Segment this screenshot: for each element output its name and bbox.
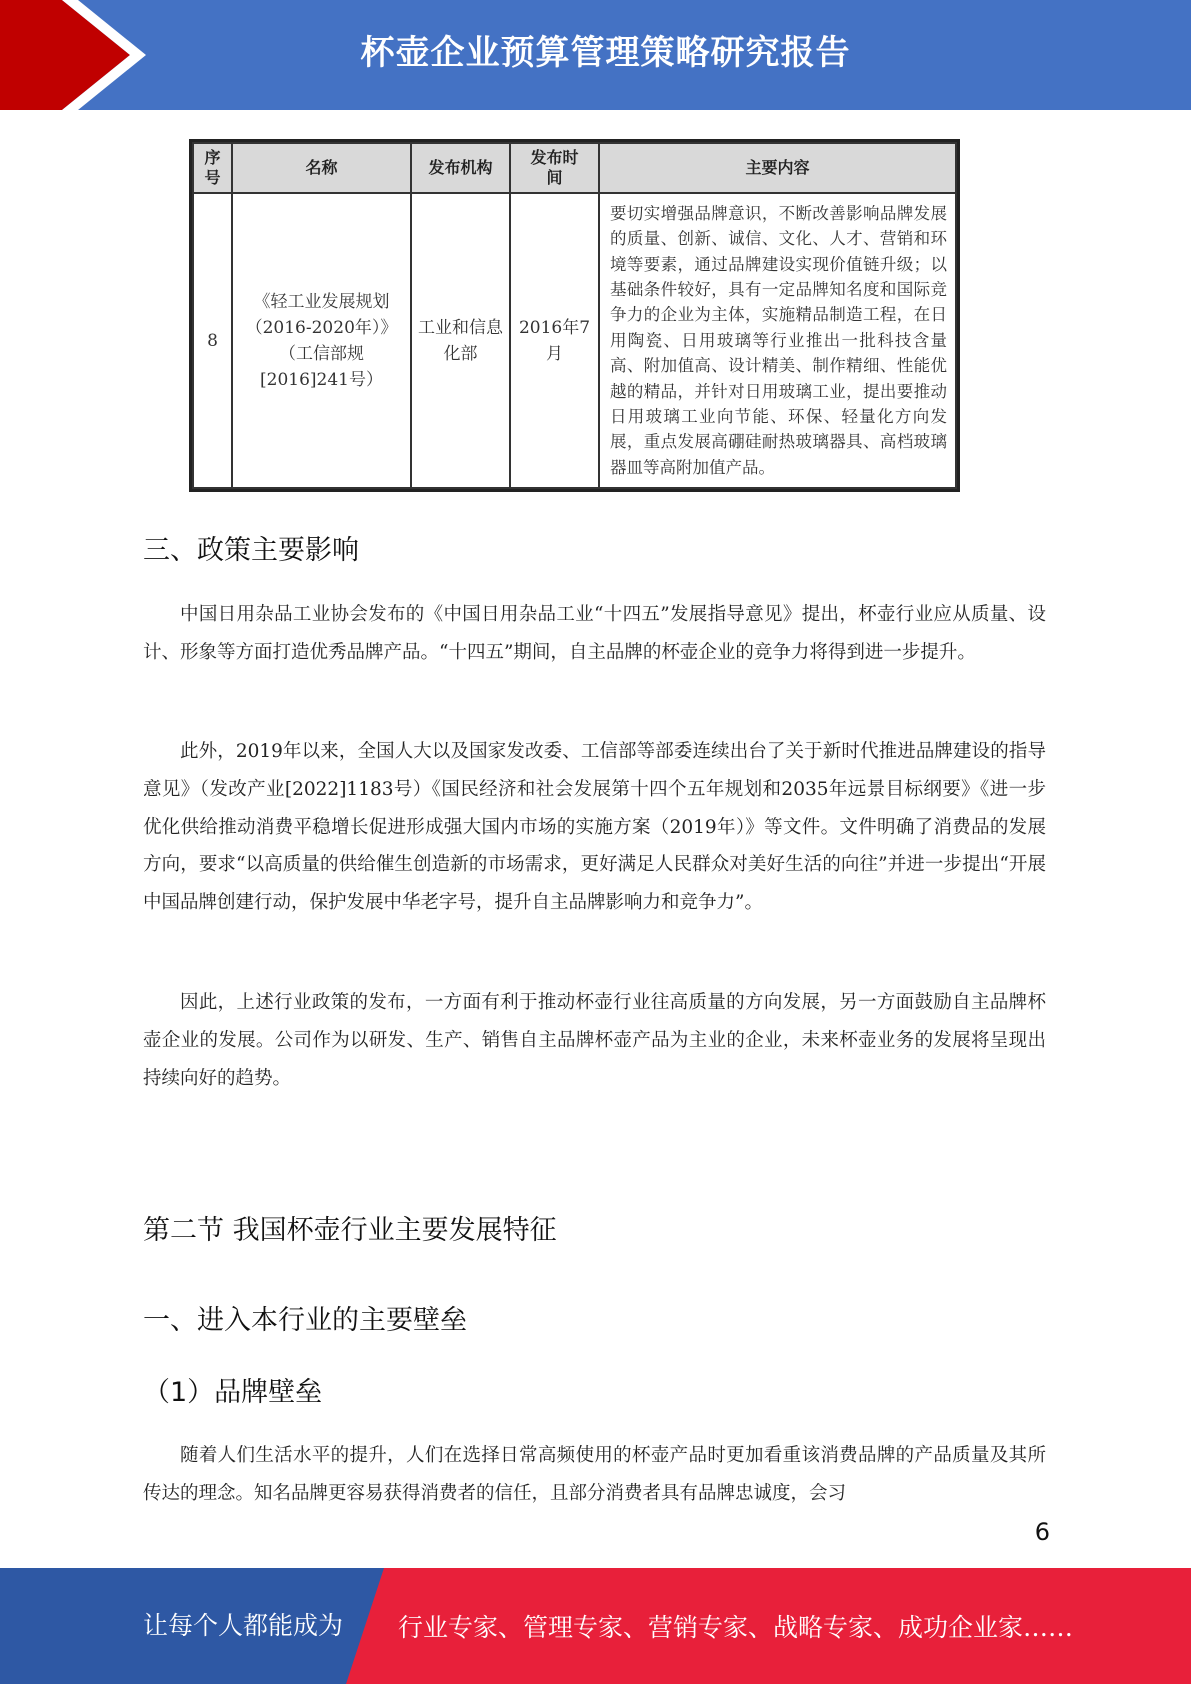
paragraph: 中国日用杂品工业协会发布的《中国日用杂品工业“十四五”发展指导意见》提出，杯壶行业应从质量、设计、形象等方面打造优秀品牌产品。“十四五”期间，自主品牌的杯壶企业的竞争力将得到进一步提升。 <box>143 604 1046 663</box>
table-header-row <box>193 143 956 193</box>
col-header-content: 主要内容 <box>599 143 956 193</box>
report-title: 杯壶企业预算管理策略研究报告 <box>360 33 851 73</box>
cell-issuer: 工业和信息化部 <box>411 193 510 488</box>
cell-date: 2016年7月 <box>510 193 599 488</box>
paragraph: 随着人们生活水平的提升，人们在选择日常高频使用的杯壶产品时更加看重该消费品牌的产品质量及其所传达的理念。知名品牌更容易获得消费者的信任，且部分消费者具有品牌忠诚度，会习 <box>143 1445 1046 1504</box>
section-heading-policy-impact: 三、政策主要影响 <box>143 535 359 566</box>
page-footer <box>0 1568 1191 1684</box>
section-heading-barriers: 一、进入本行业的主要壁垒 <box>143 1305 467 1336</box>
cell-index: 8 <box>193 193 232 488</box>
footer-slogan-left: 让每个人都能成为 <box>143 1611 344 1640</box>
paragraph: 此外，2019年以来，全国人大以及国家发改委、工信部等部委连续出台了关于新时代推进品牌建设的指导意见》（发改产业[2022]1183号）《国民经济和社会发展第十四个五年规划和2035年远景目标纲要》《进一步优化供给推动消费平稳增长促进形成强大国内市场的实施方案（2019年）》等文件。文件明确了消费品的发展方向，要求“以高质量的供给催生创造新的市场需求，更好满足人民群众对美好生活的向往”并进一步提出“开展中国品牌创建行动，保护发展中华老字号，提升自主品牌影响力和竞争力”。 <box>143 741 1046 914</box>
paragraph: 因此，上述行业政策的发布，一方面有利于推动杯壶行业往高质量的方向发展，另一方面鼓励自主品牌杯壶企业的发展。公司作为以研发、生产、销售自主品牌杯壶产品为主业的企业，未来杯壶业务的发展将呈现出持续向好的趋势。 <box>143 992 1046 1089</box>
subsection-heading-brand-barrier: （1）品牌壁垒 <box>143 1377 323 1408</box>
page-number: 6 <box>1034 1518 1050 1546</box>
col-header-name: 名称 <box>232 143 411 193</box>
col-header-index: 序 号 <box>193 143 232 193</box>
cell-name: 《轻工业发展规划（2016-2020年）》（工信部规[2016]241号） <box>232 193 411 488</box>
col-header-date: 发布时 间 <box>510 143 599 193</box>
page-header <box>0 0 1191 110</box>
table-row <box>193 193 956 488</box>
cell-content: 要切实增强品牌意识，不断改善影响品牌发展的质量、创新、诚信、文化、人才、营销和环境等要素，通过品牌建设实现价值链升级；以基础条件较好，具有一定品牌知名度和国际竞争力的企业为主体，实施精品制造工程，在日用陶瓷、日用玻璃等行业推出一批科技含量高、附加值高、设计精美、制作精细、性能优越的精品，并针对日用玻璃工业，提出要推动日用玻璃工业向节能、环保、轻量化方向发展，重点发展高硼硅耐热玻璃器具、高档玻璃器皿等高附加值产品。 <box>599 193 956 488</box>
chapter-heading: 第二节 我国杯壶行业主要发展特征 <box>143 1215 557 1246</box>
footer-slogan-right: 行业专家、管理专家、营销专家、战略专家、成功企业家…… <box>398 1613 1074 1642</box>
policy-table <box>189 139 960 492</box>
col-header-issuer: 发布机构 <box>411 143 510 193</box>
